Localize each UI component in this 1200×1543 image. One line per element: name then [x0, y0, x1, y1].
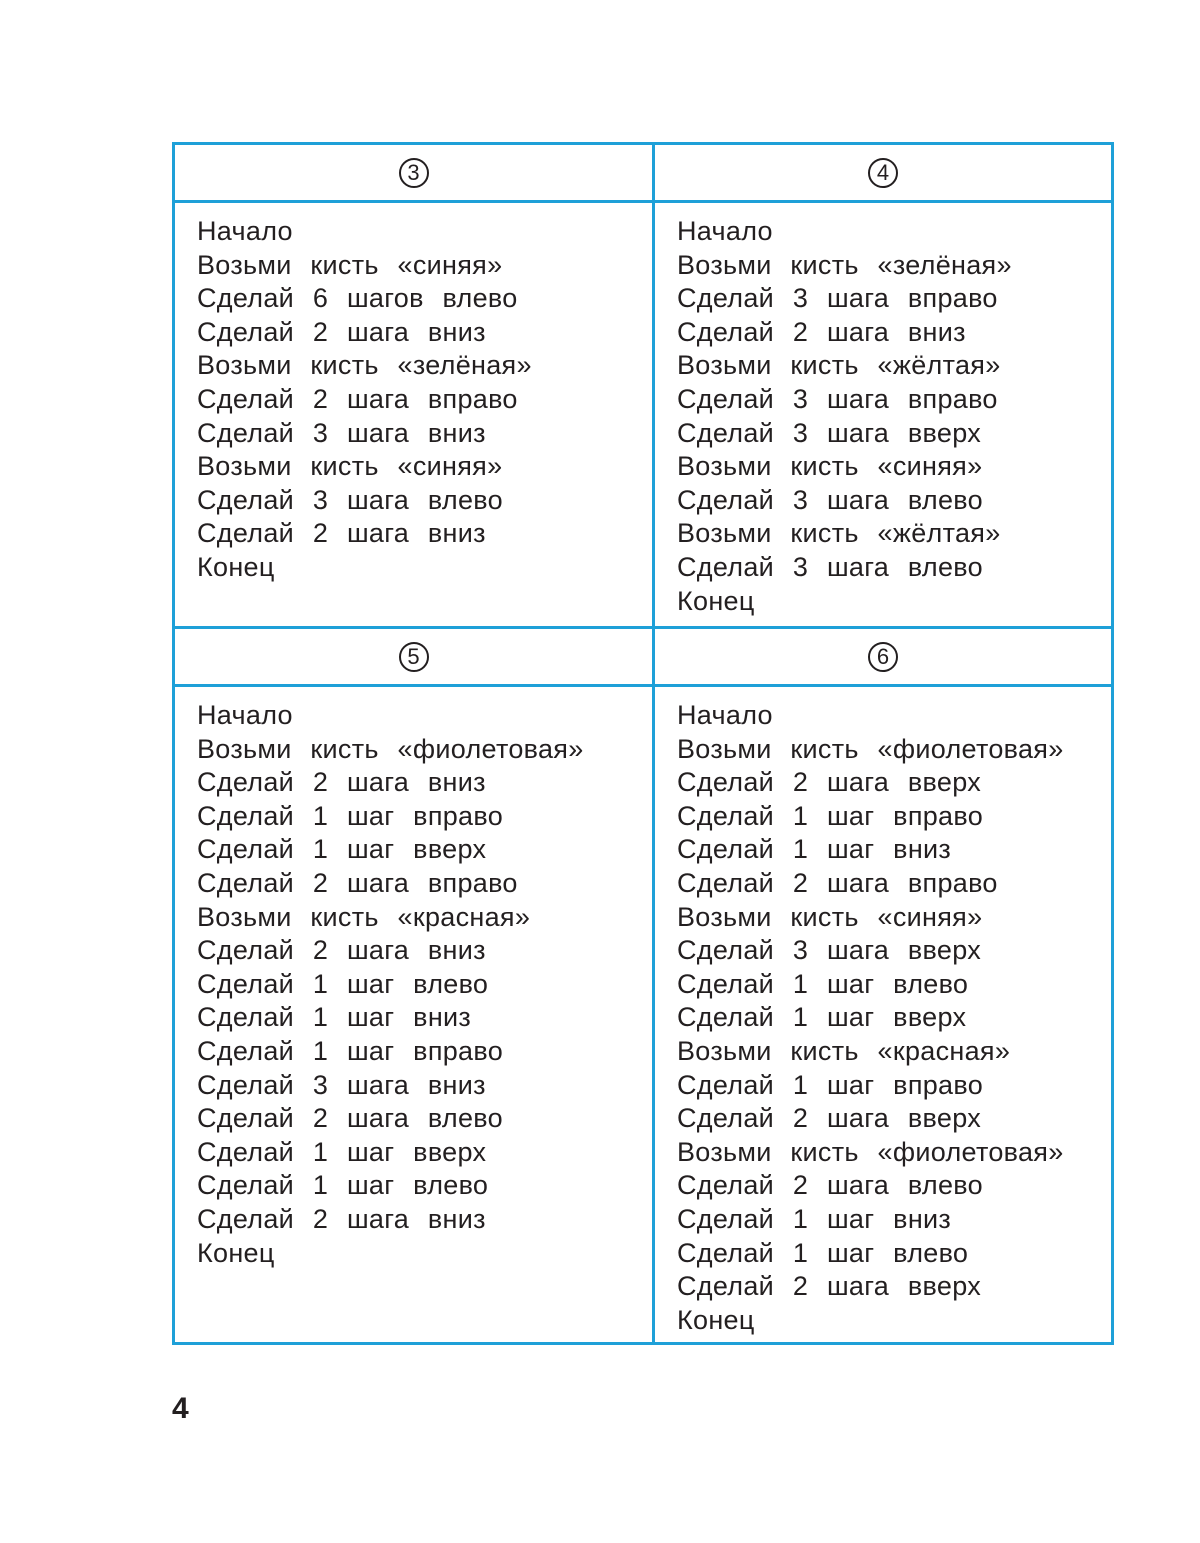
step-line: Начало: [677, 216, 773, 246]
panel-number-badge: 6: [868, 642, 898, 672]
step-line: Сделай 1 шаг влево: [677, 1237, 969, 1268]
step-line: Конец: [677, 1304, 755, 1335]
step-line: Сделай 2 шага влево: [197, 1103, 503, 1134]
step-line: Возьми кисть «красная»: [197, 901, 531, 932]
step-line: Возьми кисть «зелёная»: [677, 249, 1012, 280]
step-line: Сделай 3 шага вправо: [677, 283, 998, 314]
panel-5-header: [175, 629, 655, 687]
step-line: Сделай 2 шага вверх: [677, 767, 982, 798]
step-line: Начало: [677, 700, 773, 730]
step-line: Сделай 3 шага влево: [677, 484, 983, 515]
step-line: Сделай 3 шага вправо: [677, 383, 998, 414]
step-line: Сделай 2 шага вправо: [677, 867, 998, 898]
step-line: Возьми кисть «синяя»: [197, 249, 503, 280]
step-line: Начало: [197, 700, 293, 730]
step-line: Возьми кисть «фиолетовая»: [677, 733, 1064, 764]
step-line: Возьми кисть «фиолетовая»: [197, 733, 584, 764]
step-line: Возьми кисть «жёлтая»: [677, 518, 1001, 549]
panel-4-header: [655, 145, 1111, 203]
step-line: Сделай 2 шага вправо: [197, 867, 518, 898]
step-line: Сделай 3 шага вниз: [197, 1069, 486, 1100]
panel-6-header: [655, 629, 1111, 687]
step-line: Сделай 1 шаг влево: [677, 968, 969, 999]
step-list: [677, 699, 1111, 1337]
step-line: Возьми кисть «синяя»: [197, 451, 503, 482]
step-line: Сделай 3 шага вверх: [677, 417, 982, 448]
step-line: Сделай 2 шага вниз: [197, 316, 486, 347]
step-line: Сделай 6 шагов влево: [197, 283, 518, 314]
step-line: Сделай 1 шаг вниз: [197, 1002, 472, 1033]
step-line: Сделай 2 шага вправо: [197, 383, 518, 414]
step-line: Возьми кисть «синяя»: [677, 451, 983, 482]
panel-5-body: [175, 687, 655, 1342]
page-number: 4: [172, 1392, 189, 1425]
step-line: Сделай 1 шаг вправо: [677, 800, 984, 831]
panel-number-badge: 4: [868, 158, 898, 188]
step-line: Сделай 1 шаг вверх: [677, 1002, 967, 1033]
step-line: Сделай 2 шага вниз: [197, 935, 486, 966]
step-line: Сделай 1 шаг вправо: [197, 1035, 504, 1066]
step-line: Сделай 3 шага вниз: [197, 417, 486, 448]
step-line: Сделай 2 шага вверх: [677, 1103, 982, 1134]
step-line: Конец: [197, 551, 275, 582]
step-line: Сделай 2 шага вниз: [197, 767, 486, 798]
panel-4-body: [655, 203, 1111, 629]
step-line: Сделай 1 шаг вниз: [677, 834, 952, 865]
step-line: Сделай 2 шага вниз: [677, 316, 966, 347]
step-line: Сделай 1 шаг вверх: [197, 1136, 487, 1167]
step-line: Сделай 2 шага вверх: [677, 1271, 982, 1302]
instruction-table: [172, 142, 1114, 1345]
panel-6-body: [655, 687, 1111, 1342]
step-line: Сделай 1 шаг вправо: [677, 1069, 984, 1100]
step-line: Сделай 1 шаг влево: [197, 968, 489, 999]
step-line: Сделай 1 шаг вверх: [197, 834, 487, 865]
step-line: Сделай 2 шага вниз: [197, 518, 486, 549]
step-line: Сделай 2 шага вниз: [197, 1203, 486, 1234]
step-line: Сделай 1 шаг влево: [197, 1170, 489, 1201]
step-line: Сделай 1 шаг вниз: [677, 1203, 952, 1234]
panel-number-badge: 3: [399, 158, 429, 188]
step-line: Конец: [197, 1237, 275, 1268]
step-list: [197, 215, 652, 585]
step-line: Сделай 3 шага влево: [197, 484, 503, 515]
step-line: Сделай 3 шага вверх: [677, 935, 982, 966]
step-line: Сделай 2 шага влево: [677, 1170, 983, 1201]
step-line: Возьми кисть «красная»: [677, 1035, 1011, 1066]
step-line: Сделай 1 шаг вправо: [197, 800, 504, 831]
step-line: Возьми кисть «зелёная»: [197, 350, 532, 381]
step-line: Возьми кисть «синяя»: [677, 901, 983, 932]
panel-3-body: [175, 203, 655, 629]
panel-number-badge: 5: [399, 642, 429, 672]
step-list: [197, 699, 652, 1270]
step-line: Возьми кисть «фиолетовая»: [677, 1136, 1064, 1167]
step-line: Начало: [197, 216, 293, 246]
step-line: Конец: [677, 585, 755, 616]
step-line: Сделай 3 шага влево: [677, 551, 983, 582]
panel-3-header: [175, 145, 655, 203]
step-list: [677, 215, 1111, 618]
step-line: Возьми кисть «жёлтая»: [677, 350, 1001, 381]
